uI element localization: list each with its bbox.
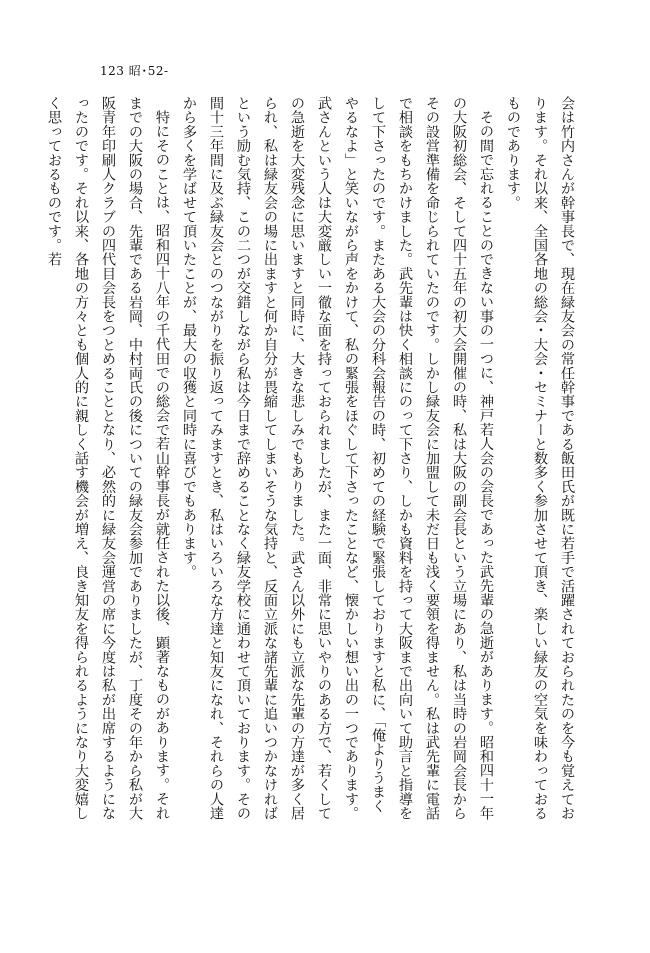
paragraph: 特にそのことは、昭和四十八年の千代田での総会で若山幹事長が就任された以後、顕著なものがあります。それまでの大阪の場合、先輩である岩岡、中村両氏の後についての緑友会参加でありましたが、丁度その年から私が大阪青年印刷人クラブの四代目会長をつとめることとなり、必然的に緑友会運営の席に今度は私が出席するようになったのです。それ以来、各地の方々とも個人的に親しく話す機会が増え、良き知友を得られるようになり大変嬉しく思っておるものです。若 <box>46 96 170 821</box>
paragraph: その間で忘れることのできない事の一つに、神戸若人会の会長であった武先輩の急逝があります。昭和四十一年の大阪初総会、そして四十五年の初大会開催の時、私は大阪の副会長という立場にあり、私は当時の岩岡会長からその設営準備を命じられていたのです。しかし緑友会に加盟して未だ日も浅く要領を得ません。私は武先輩に電話で相談をもちかけました。武先輩は快く相談にのって下さり、しかも資料を持って大阪まで出向いて助言と指導をして下さったのです。またある大会の分科会報告の時、初めての経験で緊張しておりますと私に、「俺よりうまくやるなよ」と笑いながら声をかけて、私の緊張をほぐして下さったことなど、懐かしい想い出の一つであります。武さんという人は大変厳しい一徹な面を持っておられましたが、また一面、非常に思いやりのある方で、若くしての急逝を大変残念に思いますと同時に、大きな悲しみでもありました。武さん以外にも立派な先輩の方達が多く居られ、私は緑友会の場に出ますと何か自分が畏縮してしまいそうな気持と、反面立派な諸先輩に追いつかなければという励む気持、この二つが交錯しながら私は今日まで辞めることなく緑友学校に通わせて頂いております。その間十三年間に及ぶ緑友会とのつながりを振り返ってみますとき、私はいろいろな方達と知友になれ、それらの人達から多くを学ばせて頂いたことが、最大の収獲と同時に喜びでもあります。 <box>181 96 494 821</box>
page-number: 123 昭･52- <box>100 64 169 78</box>
body-text <box>46 96 580 826</box>
paragraph: 会は竹内さんが幹事長で、現在緑友会の常任幹事である飯田氏が既に若手で活躍されておられたのを今も覚えております。それ以来、全国各地の総会・大会・セミナーと数多く参加させて頂き、楽しい緑友の空気を味わっておるものであります。 <box>505 96 575 821</box>
